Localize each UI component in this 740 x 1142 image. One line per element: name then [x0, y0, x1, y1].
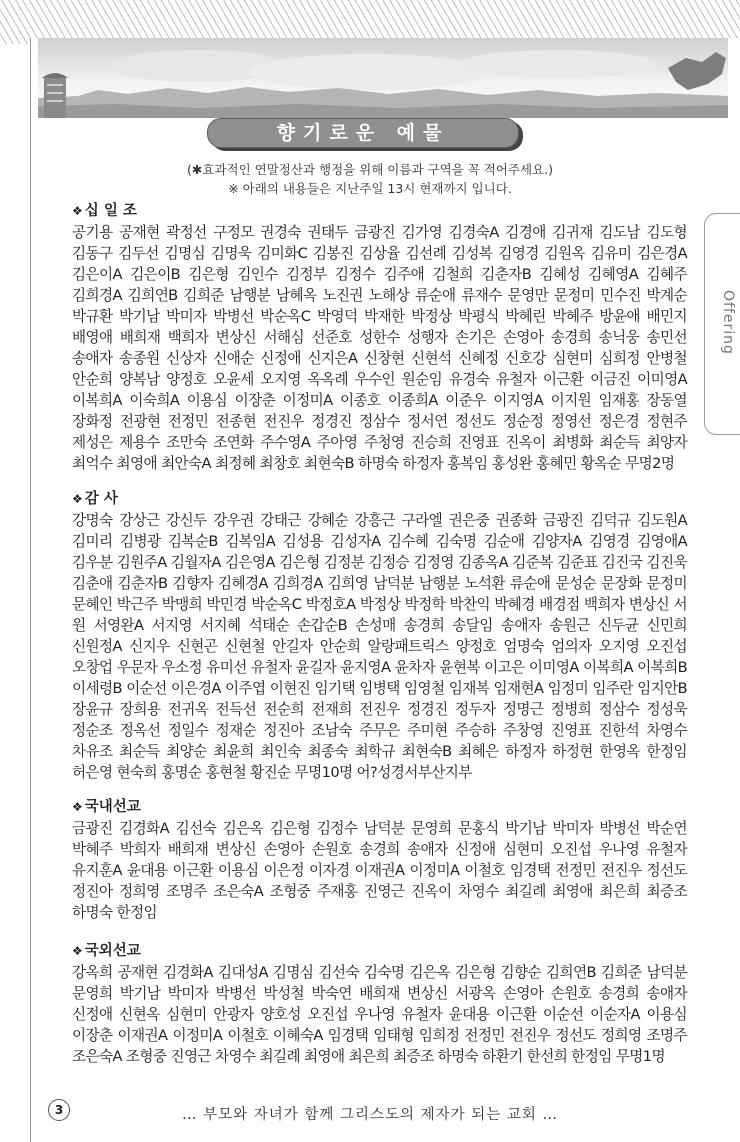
- cutoff-note: ※ 아래의 내용들은 지난주일 13시 현재까지 입니다.: [228, 181, 512, 196]
- donor-list: 강명숙 강상근 강신두 강우권 강태근 강혜순 강흥근 구라엘 권은중 권종화 금광진 김덕규 김도원A 김미리 김병광 김복순B 김복임A 김성용 김성자A 김수혜 김숙명 김순애 김양자A 김영경 김영애A 김우분 김원주A 김월자A 김은영A 김은형 김정분 김정승 김정영 김종옥A 김준복 김준표 김진국 김진욱 김춘애 김춘자B 김향자 김혜경A 김희경A 김희영 남덕분 남행분 노석환 류순애 문성순 문장화 문정미 문혜인 박근주 박맹희 박민경 박순옥C 박정호A 박정상 박정학 박찬익 박혜경 배경점 백희자 변상신 서 원 서영완A 서지영 서지혜 석태순 손갑순B 손성매 송경희 송달임 송애자 송원근 신두균 신민희 신원정A 신지우 신현곤 신현철 안길자 안순희 알랑패트릭스 양정호 엄명숙 엄의자 오지영 오진섭 오창업 우문자 우소정 유미선 유철자 윤길자 윤지영A 윤차자 윤현복 이고은 이미영A 이복희A 이복희B 이세령B 이순선 이은경A 이주엽 이현진 임기택 임병택 임영철 임재복 임재현A 임정미 임주란 임지안B 장윤규 장희용 전귀옥 전득선 전순희 전재희 전진우 정경진 정두자 정명근 정병희 정삼수 정성욱 정순조 정옥선 정일수 정재순 정진아 조남숙 주무은 주미현 주승하 주창영 진영표 진한석 차영수 차유조 최순득 최양순 최윤희 최인숙 최종숙 최학규 최현숙B 최혜은 하정자 하정현 한영옥 한정임 허은영 현숙희 홍명순 홍현철 황진순 무명10명 어?성경서부산지부: [72, 512, 687, 781]
- section-heading-label: 국내선교: [84, 799, 141, 815]
- section-heading: [72, 200, 687, 222]
- section-heading-label: 국외선교: [84, 943, 141, 959]
- donor-list: 강옥희 공재현 김경화A 김대성A 김명심 김선숙 김숙명 김은옥 김은형 김향순 김희연B 김희준 남덕분 문영희 박기남 박미자 박병선 박성철 박숙연 배희재 변상신 서광옥 손영아 손원호 송경희 송애자 신정애 신현옥 심현미 안광자 양호성 오진섭 우나영 유철자 윤대용 이근환 이순선 이순자A 이용심 이장춘 이재권A 이정미A 이철호 이혜숙A 임경택 임태형 임희정 전정민 전진우 정선도 정희영 조명주 조은숙A 조형중 진영근 차영수 최길례 최영애 최은희 최증조 하명숙 하환기 한선희 한정임 무명1명: [72, 964, 687, 1065]
- donor-list: 금광진 김경화A 김선숙 김은옥 김은형 김정수 남덕분 문영희 문홍식 박기남 박미자 박병선 박순연 박혜주 박희자 배희재 변상신 손영아 손원호 송경희 송애자 신정애 심현미 오진섭 우나영 유철자 유지훈A 윤대용 이근환 이용심 이은정 이자경 이재권A 이정미A 이철호 임경택 전정민 전진우 정선도 정진아 정희영 조명주 조은숙A 조형중 주재홍 진영근 진옥이 차영수 최길례 최영애 최은희 최증조 하명숙 한정임: [72, 820, 687, 921]
- donor-list: 공기용 공재현 곽정선 구정모 권경숙 권태두 금광진 김가영 김경숙A 김경애 김귀재 김도남 김도형 김동구 김두선 김명심 김명욱 김미화C 김봉진 김상율 김선례 김성복 김영경 김원옥 김유미 김은경A 김은이A 김은이B 김은형 김인수 김정부 김정수 김주애 김철희 김춘자B 김혜성 김혜영A 김혜주 김희경A 김희연B 김희준 남행분 남혜옥 노진권 노해상 류순애 류재수 문영만 문정미 민수진 박계순 박규환 박기남 박미자 박병선 박순옥C 박영덕 박재한 박정상 박평식 박혜린 박혜주 방윤애 배민지 배영애 배희재 백희자 변상신 서해심 선준호 성한수 성행자 손기은 손영아 송경희 송닉웅 송민선 송애자 송종원 신상자 신애순 신정애 신지은A 신창현 신현석 신혜정 신호강 심현미 심희정 안병철 안순희 양복남 양정호 오윤세 오지영 옥옥례 우수인 원순임 유경숙 유철자 이근환 이금진 이미영A 이복희A 이숙희A 이용심 이장춘 이정미A 이종호 이종희A 이준우 이지영A 이지원 임재홍 장동열 장화정 전광현 전정민 전종현 전진우 정경진 정삼수 정서연 정선도 정순정 정영선 정은경 정현주 제성은 제용수 조만숙 조연화 주수영A 주아영 주청영 진승희 진영표 진옥이 최병화 최순득 최양자 최억수 최영애 최안숙A 최정혜 최창호 최현숙B 하명숙 하정자 홍복임 홍성완 홍혜민 황옥순 무명2명: [72, 224, 687, 472]
- section-heading: [72, 940, 687, 962]
- instruction-note: (✱효과적인 연말정산과 행정을 위해 이름과 구역을 꼭 적어주세요.): [187, 162, 553, 177]
- page-number: 3: [48, 1099, 70, 1121]
- diamond-bullet-icon: ❖: [72, 944, 83, 958]
- section-heading-label: 감 사: [84, 491, 118, 507]
- section-thanks: [72, 488, 687, 783]
- section-heading: [72, 796, 687, 818]
- side-tab-label: Offering: [720, 290, 736, 355]
- diamond-bullet-icon: ❖: [72, 204, 83, 218]
- section-foreign-mission: [72, 940, 687, 1067]
- header-banner-image: [38, 38, 728, 118]
- diamond-bullet-icon: ❖: [72, 800, 83, 814]
- section-tithe: [72, 200, 687, 474]
- diamond-bullet-icon: ❖: [72, 492, 83, 506]
- page-title: 향기로운 예물: [207, 118, 519, 148]
- section-domestic-mission: [72, 796, 687, 923]
- footer-motto: … 부모와 자녀가 함께 그리스도의 제자가 되는 교회 …: [181, 1107, 558, 1123]
- section-heading: [72, 488, 687, 510]
- skyline-illustration: [38, 38, 728, 118]
- section-heading-label: 십 일 조: [84, 203, 137, 219]
- title-badge: [207, 118, 527, 152]
